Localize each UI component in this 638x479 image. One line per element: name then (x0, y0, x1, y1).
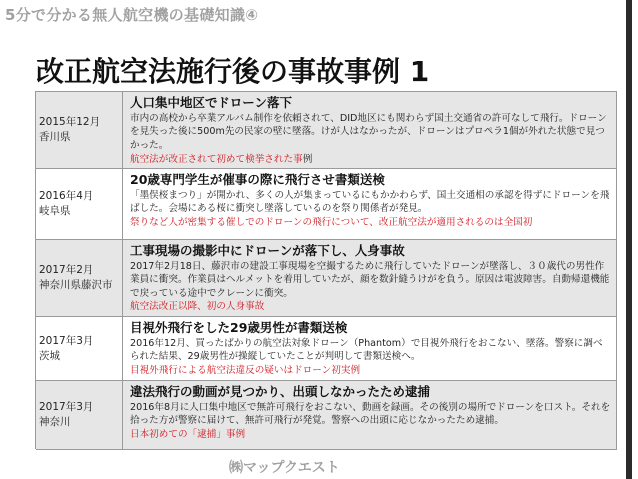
company-footer: ㈱マップクエスト (229, 460, 340, 476)
case-title: 工事現場の撮影中にドローンが落下し、人身事故 (130, 243, 405, 258)
detail-cell (123, 92, 617, 168)
incident-date: 2017年3月 (39, 401, 94, 413)
date-cell (36, 381, 123, 449)
detail-cell (123, 169, 617, 239)
date-cell (36, 240, 123, 316)
table-row (36, 92, 617, 169)
table-row (36, 381, 617, 450)
case-description: 2016年12月、買ったばかりの航空法対象ドローン（Phantom）で目視外飛行をおこない、墜落。警察に調べられた結果、29歳男性が操縦していたことが判明して書類送検へ。 (130, 338, 603, 363)
right-edge-bar (626, 0, 632, 479)
date-cell (36, 92, 123, 168)
incident-date: 2016年4月 (39, 190, 94, 202)
case-note: 航空法が改正されて初めて検挙された事 (130, 154, 303, 166)
detail-cell (123, 381, 617, 449)
case-title: 人口集中地区でドローン落下 (130, 95, 293, 110)
incident-place: 岐阜県 (39, 205, 71, 217)
page-title: 改正航空法施行後の事故事例 1 (36, 55, 430, 88)
incident-place: 神奈川県藤沢市 (39, 279, 113, 291)
incident-date: 2017年3月 (39, 334, 94, 347)
case-note: 祭りなど人が密集する催しでのドローンの飛行について、改正航空法が適用されるのは全国初 (130, 216, 533, 228)
table-row (36, 169, 617, 240)
case-title: 目視外飛行をした29歳男性が書類送検 (130, 320, 348, 335)
case-description: 「墨俣桜まつり」が開かれ、多くの人が集まっているにもかかわらず、国土交通相の承認を得ずにドローンを飛ばした。会場にある桜に衝突し墜落しているのを祭り関係者が発見。 (130, 190, 610, 215)
series-title: 5分で分かる無人航空機の基礎知識④ (5, 6, 259, 24)
case-title: 違法飛行の動画が見つかり、出頭しなかったため逮捕 (130, 384, 431, 399)
date-cell (36, 169, 123, 239)
case-note-tail: 例 (302, 154, 313, 166)
detail-cell (123, 317, 617, 380)
case-description: 2017年2月18日、藤沢市の建設工事現場を空撮するために飛行していたドローンが墜落し、３０歳代の男性作業員に衝突。作業員はヘルメットを着用していたが、顔を数針縫うけがを負う。原因は電波障害。自動帰還機能で戻っている途中でクレーンに衝突。 (130, 261, 610, 299)
case-title: 20歳専門学生が催事の際に飛行させ書類送検 (130, 172, 385, 187)
incident-table (35, 91, 617, 449)
case-note: 目視外飛行による航空法違反の疑いはドローン初実例 (130, 364, 361, 376)
table-row (36, 317, 617, 381)
case-note: 航空法改正以降、初の人身事故 (130, 301, 265, 313)
table-row (36, 240, 617, 317)
date-cell (36, 317, 123, 380)
case-description: 2016年8月に人口集中地区で無許可飛行をおこない、動画を録画。その後別の場所でドローンを口スト。それを拾った方が警察に届けて、無許可飛行が発覚。警察への出頭に応じなかったため逮捕。 (130, 402, 611, 427)
incident-place: 茨城 (39, 349, 60, 362)
incident-place: 神奈川 (39, 416, 71, 428)
detail-cell (123, 240, 617, 316)
incident-place: 香川県 (39, 131, 71, 143)
case-description: 市内の高校から卒業アルバム制作を依頼されて、DID地区にも関わらず国土交通省の許可なして飛行。ドローンを見失った後に500m先の民家の壁に墜落。けが人はなかったが、ドローンはプロペラ1個が外れた状態で見つかった。 (130, 113, 607, 151)
incident-date: 2017年2月 (39, 264, 94, 276)
incident-date: 2015年12月 (39, 116, 101, 128)
case-note: 日本初めての「逮捕」事例 (130, 428, 246, 440)
